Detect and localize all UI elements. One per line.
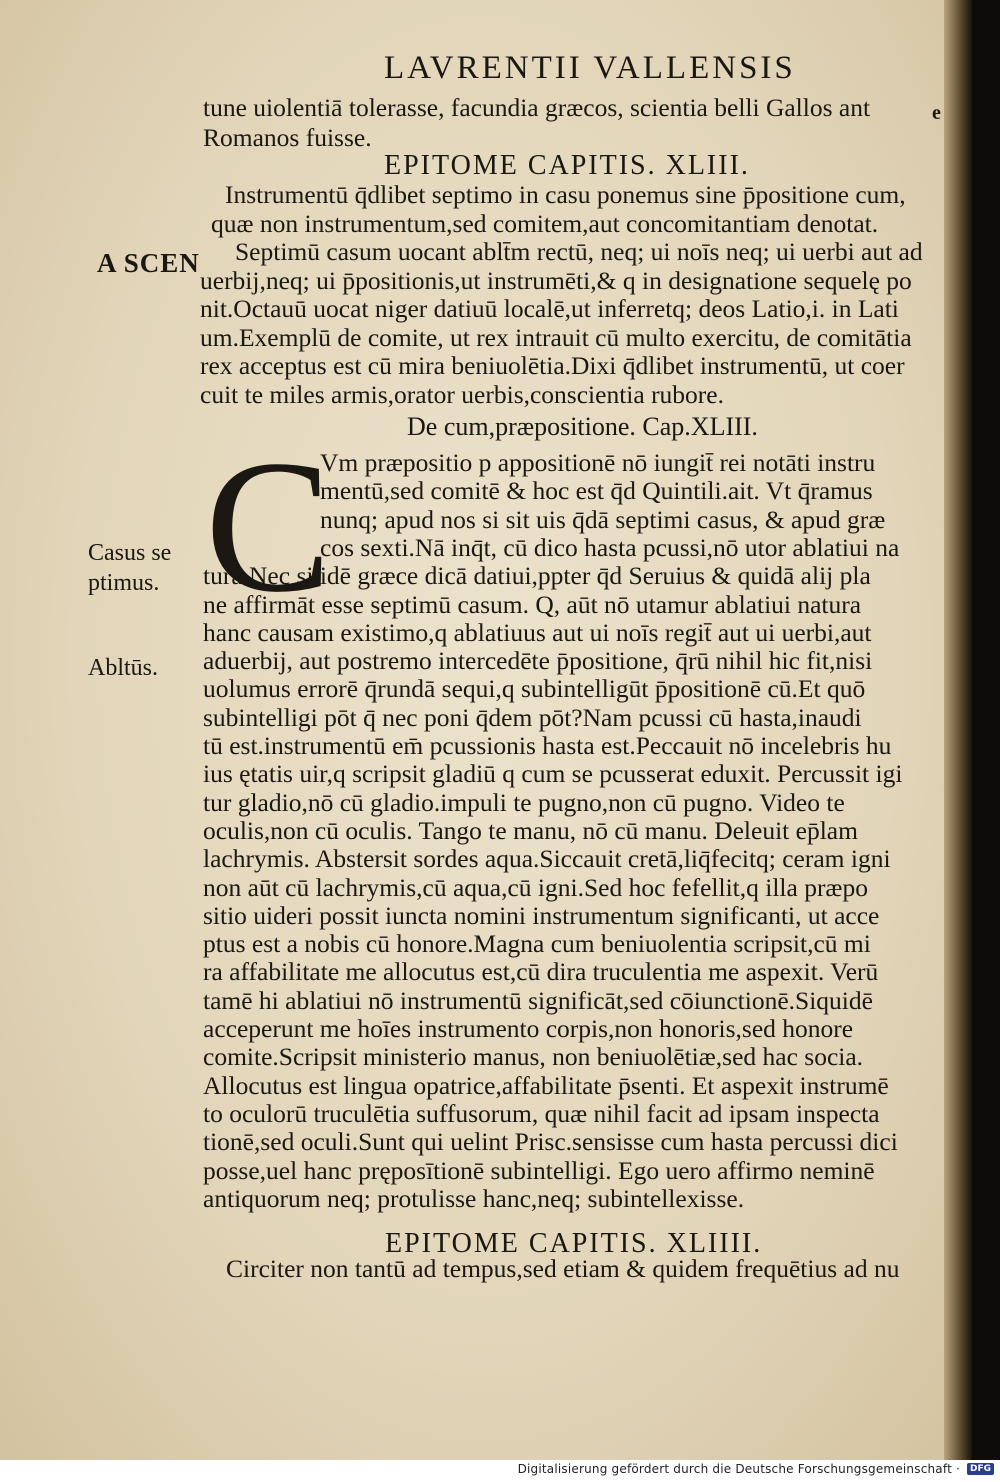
footer-strip — [0, 1460, 1000, 1482]
text-line: tamē hi ablatiui nō instrumentū significāt,sed cōiunctionē.Siquidē — [203, 985, 873, 1015]
text-line: Septimū casum uocant ablt̄m rectū, neq; ui noīs neq; ui uerbi aut ad — [235, 237, 923, 266]
drop-initial: C — [205, 422, 332, 632]
text-line: ptus est a nobis cū honore.Magna cum beniuolentia scripsit,cū mi — [203, 929, 871, 959]
text-line: Circiter non tantū ad tempus,sed etiam & quidem frequētius ad nu — [226, 1254, 900, 1283]
funding-credit: Digitalisierung gefördert durch die Deutsche Forschungsgemeinschaft · — [517, 1462, 960, 1476]
text-line: uolumus errorē q̄rundā sequi,q subintelligūt p̄positionē cū.Et quō — [203, 674, 866, 704]
text-line: tur gladio,nō cū gladio.impuli te pugno,non cū pugno. Video te — [203, 787, 845, 817]
text-line: antiquorum neq; protulisse hanc,neq; subintellexisse. — [203, 1183, 745, 1213]
text-line: sitio uideri possit iuncta nomini instrumentum significanti, ut acce — [203, 900, 880, 930]
text-line: ra affabilitate me allocutus est,cū dira truculentia me aspexit. Verū — [203, 957, 879, 987]
text-line: lachrymis. Abstersit sordes aqua.Siccauit cretā,liq̄fecitq; ceram igni — [203, 844, 891, 874]
text-line: aduerbij, aut postremo intercedēte p̄positione, q̄rū nihil hic fit,nisi — [203, 646, 873, 676]
text-line: mentū,sed comitē & hoc est q̄d Quintili.ait. Vt q̄ramus — [320, 476, 873, 506]
chapter-heading-epitome-43: EPITOME CAPITIS. XLIII. — [384, 150, 750, 181]
text-line: tū est.instrumentū em̄ pcussionis hasta est.Peccauit nō incelebris hu — [203, 731, 892, 760]
text-line: hanc causam existimo,q ablatiuus aut ui noīs regit̄ aut ui uerbi,aut — [203, 617, 872, 647]
text-line: nunq; apud nos si sit uis q̄dā septimi casus, & apud græ — [320, 504, 886, 534]
text-line: ne affirmāt esse septimū casum. Q, aūt nō utamur ablatiui natura — [203, 589, 862, 619]
text-line: nit.Octauū uocat niger datiuū localē,ut inferretq; deos Latio,i. in Lati — [200, 294, 899, 323]
text-line: comite.Scripsit ministerio manus, non beniuolētiæ,sed hac socia. — [203, 1042, 864, 1072]
running-head: LAVRENTII VALLENSIS — [384, 50, 796, 86]
text-line: non aūt cū lachrymis,cū aqua,cū igni.Sed hoc fefellit,q illa præpo — [203, 872, 868, 902]
corner-mark: e — [932, 102, 941, 124]
text-line: cos sexti.Nā inq̄t, cū dico hasta pcussi,nō utor ablatiui na — [320, 532, 900, 562]
text-line: cuit te miles armis,orator uerbis,conscientia rubore. — [200, 379, 724, 409]
text-line: subintelligi pōt q̄ nec poni q̄dem pōt?Nam pcussi cū hasta,inaudi — [203, 702, 862, 732]
text-line: Allocutus est lingua opatrice,affabilitate p̄senti. Et aspexit instrumē — [203, 1070, 889, 1100]
text-line: tura.Nec si idē græce dicā datiui,ppter q̄d Seruius & quidā alij pla — [203, 561, 871, 591]
text-line: Vm præpositio p appositionē nō iungit̄ rei notāti instru — [320, 448, 876, 477]
text-line: to oculorū truculētia suffusorum, quæ nihil facit ad ipsam inspecta — [203, 1098, 880, 1128]
text-line: posse,uel hanc pręposītionē subintelligi. Ego uero affirmo neminē — [203, 1155, 875, 1185]
text-line: Romanos fuisse. — [203, 123, 372, 152]
text-line: um.Exemplū de comite, ut rex intrauit cū multo exercitu, de comitātia — [200, 322, 912, 352]
text-line: rex acceptus est cū mira beniuolētia.Dixi q̄dlibet instrumentū, ut coer — [200, 351, 905, 380]
margin-note-ascen: A SCEN — [97, 248, 200, 278]
text-line: quæ non instrumentum,sed comitem,aut concomitantiam denotat. — [211, 208, 879, 238]
dfg-logo: DFG — [967, 1463, 994, 1475]
margin-note-septimus: ptimus. — [88, 570, 160, 596]
text-line: ius ętatis uir,q scripsit gladiū q cum se pcusserat eduxit. Percussit igi — [203, 759, 903, 789]
margin-note-casus: Casus se — [88, 540, 172, 566]
chapter-heading-epitome-44: EPITOME CAPITIS. XLIIII. — [385, 1228, 763, 1259]
text-line: oculis,non cū oculis. Tango te manu, nō cū manu. Deleuit ep̄lam — [203, 815, 858, 845]
margin-note-abltus: Abltūs. — [88, 655, 159, 681]
text-line: uerbij,neq; ui p̄positionis,ut instrumēti,& q in designatione sequelę po — [200, 265, 912, 295]
text-line: acceperunt me hoīes instrumento corpis,non honoris,sed honore — [203, 1014, 854, 1043]
text-line: tune uiolentiā tolerasse, facundia græcos, scientia belli Gallos ant — [203, 93, 871, 122]
text-line: tionē,sed oculi.Sunt qui uelint Prisc.sensisse cum hasta percussi dici — [203, 1127, 898, 1157]
chapter-heading-cum: De cum,præpositione. Cap.XLIII. — [407, 412, 758, 441]
text-line: Instrumentū q̄dlibet septimo in casu ponemus sine p̄positione cum, — [225, 180, 906, 209]
